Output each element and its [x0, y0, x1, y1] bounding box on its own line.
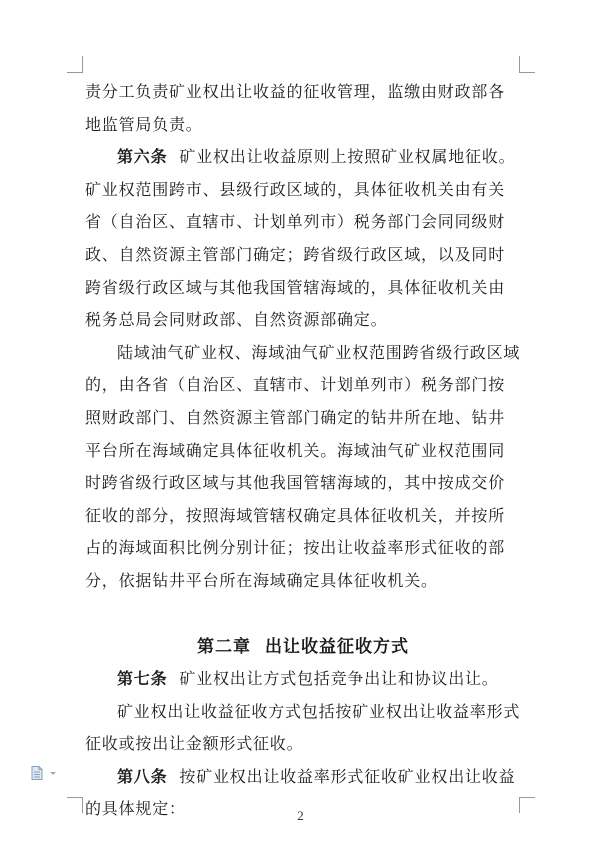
paragraph-text: 矿业权出让收益原则上按照矿业权属地征收。矿业权范围跨市、县级行政区域的，具体征收机关由有关省（自治区、直辖市、计划单列市）税务部门会同同级财政、自然资源主管部门确定；跨省级行政区域，以及同时跨省级行政区域与其他我国管辖海域的，具体征收机关由税务总局会同财政部、自然资源部确定。	[85, 147, 516, 330]
paragraph-article-6	[85, 141, 521, 337]
document-body	[85, 76, 521, 826]
paragraph-continuation	[85, 76, 521, 141]
crop-mark-top-right-v	[519, 56, 520, 72]
crop-mark-bottom-left-h	[67, 797, 83, 798]
paragraph-text: 责分工负责矿业权出让收益的征收管理，监缴由财政部各地监管局负责。	[85, 82, 506, 134]
spacer	[85, 598, 521, 631]
paragraph-text: 矿业权出让方式包括竞争出让和协议出让。	[179, 669, 499, 689]
article-label: 第六条	[117, 147, 168, 167]
paragraph-article-7	[85, 663, 521, 696]
page-number: 2	[297, 808, 304, 823]
document-dropdown-icon[interactable]	[31, 765, 61, 779]
paragraph-text: 矿业权出让收益征收方式包括按矿业权出让收益率形式征收或按出让金额形式征收。	[85, 701, 521, 754]
article-label: 第七条	[117, 669, 168, 689]
chapter-title: 出让收益征收方式	[265, 636, 409, 657]
crop-mark-top-left-v	[82, 56, 83, 72]
paragraph-collection-method	[85, 696, 521, 761]
article-label: 第八条	[117, 766, 168, 786]
paragraph-text: 陆域油气矿业权、海域油气矿业权范围跨省级行政区域的，由各省（自治区、直辖市、计划单列市）税务部门按照财政部门、自然资源主管部门确定的钻井所在地、钻井平台所在海域确定具体征收机关。海域油气矿业权范围同时跨省级行政区域与其他我国管辖海域的，其中按成交价征收的部分，按照海域管辖权确定具体征收机关，并按所占的海域面积比例分别计征；按出让收益率形式征收的部分，依据钻井平台所在海域确定具体征收机关。	[85, 342, 521, 590]
chapter-number: 第二章	[197, 636, 251, 657]
crop-mark-top-right-h	[519, 72, 535, 73]
crop-mark-bottom-right-h	[519, 797, 535, 798]
paragraph-text: 按矿业权出让收益率形式征收矿业权出让收益的具体规定：	[85, 766, 516, 819]
paragraph-oil-gas	[85, 337, 521, 598]
crop-mark-top-left-h	[67, 72, 83, 73]
chapter-heading	[85, 631, 521, 664]
